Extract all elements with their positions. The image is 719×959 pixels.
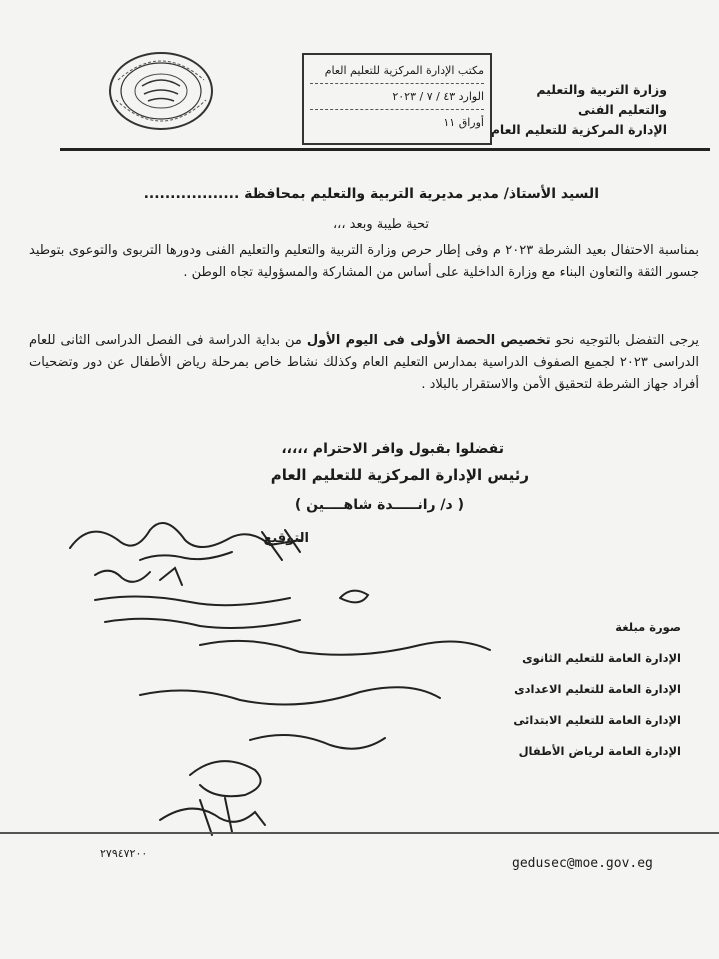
copies-item: الإدارة العامة للتعليم الابتدائى: [513, 713, 681, 727]
paragraph-1: بمناسبة الاحتفال بعيد الشرطة ٢٠٢٣ م وفى إطار حرص وزارة التربية والتعليم والتعليم الفنى ودورها التربوى والتوعوى بتوطيد جسور الثقة والتعاون البناء مع وزارة الداخلية على أساس من المشاركة والمسؤولية تجاه الوطن .: [29, 243, 699, 280]
stamp-line: الوارد ٤٣ / ٧ / ٢٠٢٣: [310, 85, 484, 110]
stamp-line: أوراق ١١: [443, 116, 484, 129]
paragraph-2-emphasis: تخصيص الحصة الأولى فى اليوم الأول: [306, 333, 551, 348]
ministry-line: الإدارة المركزية للتعليم العام: [490, 122, 667, 137]
signer-name: ( د/ رانـــــدة شاهــــين ): [294, 497, 464, 513]
signature-label: التوقيع: [263, 531, 309, 546]
footer-email: gedusec@moe.gov.eg: [512, 856, 653, 871]
paragraph-2-intro: يرجى التفضل بالتوجيه نحو: [550, 333, 699, 348]
stamp-line: مكتب الإدارة المركزية للتعليم العام: [310, 59, 484, 84]
copies-item: الإدارة العامة للتعليم الاعدادى: [514, 682, 681, 696]
copies-item: الإدارة العامة لرياض الأطفال: [518, 744, 681, 758]
signer-title: رئيس الإدارة المركزية للتعليم العام: [270, 466, 529, 484]
closing: تفضلوا بقبول وافر الاحترام ،،،،،: [281, 441, 504, 457]
footer-divider: [0, 832, 719, 834]
copies-title: صورة مبلغة: [615, 620, 681, 634]
paragraph-2-rest: من بداية الدراسة فى الفصل الدراسى الثانى للعام الدراسى ٢٠٢٣ لجميع الصفوف الدراسية بمدارس التعليم العام وكذلك نشاط خاص بمرحلة رياض الأطفال عن دور وتضحيات أفراد جهاز الشرطة لتحقيق الأمن والاستقرار بالبلاد .: [29, 333, 699, 392]
ministry-line: وزارة التربية والتعليم: [536, 82, 667, 97]
footer-phone: ٢٧٩٤٧٢٠٠: [100, 847, 148, 860]
copies-item: الإدارة العامة للتعليم الثانوى: [522, 651, 681, 665]
greeting: تحية طيبة وبعد ،،،: [332, 217, 429, 232]
addressee: السيد الأستاذ/ مدير مديرية التربية والتعليم بمحافظة ..................: [143, 186, 599, 202]
ministry-line: والتعليم الفنى: [578, 102, 667, 117]
